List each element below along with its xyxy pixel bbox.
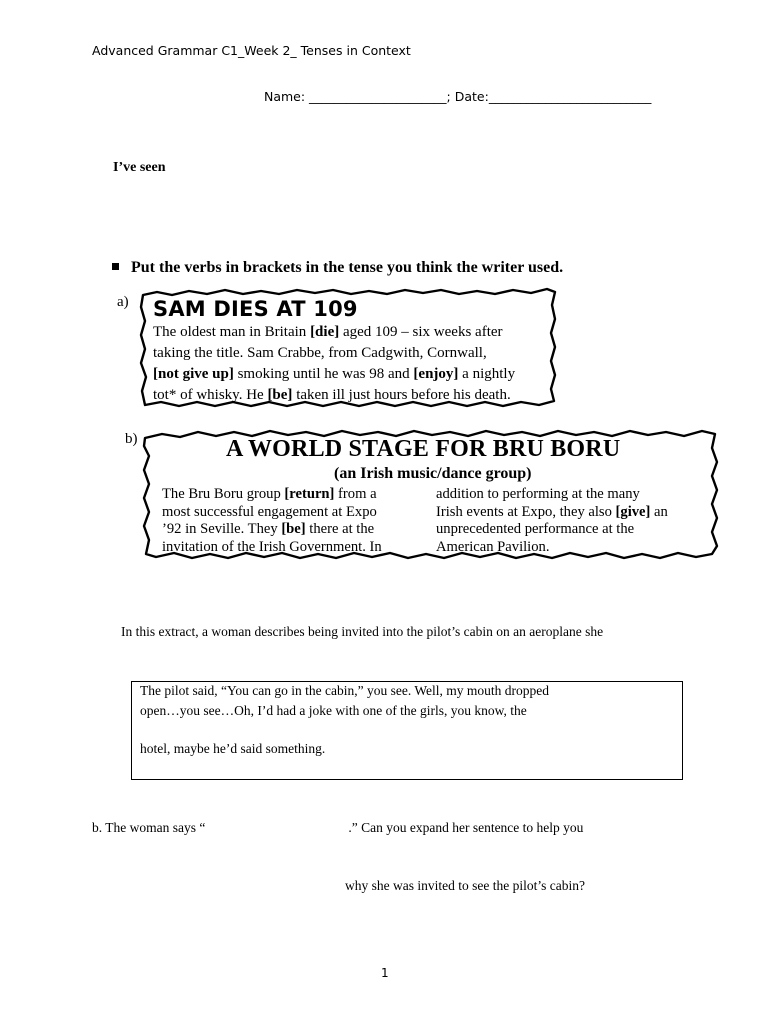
instruction-line: [112, 259, 563, 277]
clipping-b-line: The Bru Boru group [return] from a: [162, 486, 377, 502]
clipping-b-line: Irish events at Expo, they also [give] an: [436, 503, 668, 520]
clipping-b-column-1: [162, 486, 415, 556]
clipping-a-label: a): [117, 294, 129, 310]
clipping-b-line: ’92 in Seville. They [be] there at the: [162, 521, 375, 537]
name-date-line: Name: ______________________; Date:__________________________: [264, 89, 652, 104]
clipping-b-label: b): [125, 431, 138, 447]
clipping-a-line: The oldest man in Britain [die] aged 109 – six weeks after: [153, 324, 503, 340]
extract-intro: In this extract, a woman describes being invited into the pilot’s cabin on an aeroplane she: [121, 624, 604, 639]
question-b: b. The woman says “ .” Can you expand her sentence to help you: [92, 820, 584, 835]
clipping-a-line: [not give up] smoking until he was 98 and [enjoy] a nightly: [153, 366, 516, 382]
quote-line: hotel, maybe he’d said something.: [140, 741, 326, 756]
page-number: 1: [381, 966, 389, 980]
section-heading: I’ve seen: [113, 160, 166, 175]
clipping-b-subheadline: (an Irish music/dance group): [334, 465, 532, 482]
clipping-a-headline: SAM DIES AT 109: [153, 297, 358, 321]
instruction-text: Put the verbs in brackets in the tense you think the writer used.: [131, 259, 564, 276]
quote-line: open…you see…Oh, I’d had a joke with one of the girls, you know, the: [140, 703, 527, 718]
document-header: Advanced Grammar C1_Week 2_ Tenses in Context: [92, 43, 411, 58]
quote-line: The pilot said, “You can go in the cabin,” you see. Well, my mouth dropped: [140, 683, 549, 698]
clipping-b-column-2: [436, 486, 668, 556]
clipping-b-headline: A WORLD STAGE FOR BRU BORU: [226, 436, 621, 462]
clipping-b-line: most successful engagement at Expo: [162, 503, 377, 520]
clipping-b-line: unprecedented performance at the: [436, 521, 635, 537]
clipping-a: [137, 285, 560, 412]
clipping-b-line: invitation of the Irish Government. In: [162, 538, 382, 555]
clipping-b-line: American Pavilion.: [436, 538, 550, 555]
clipping-a-line: taking the title. Sam Crabbe, from Cadgwith, Cornwall,: [153, 345, 487, 361]
clipping-a-line: tot* of whisky. He [be] taken ill just hours before his death.: [153, 387, 511, 403]
question-b-continued: why she was invited to see the pilot’s cabin?: [345, 878, 585, 893]
clipping-b-line: addition to performing at the many: [436, 486, 640, 502]
clipping-a-body: [153, 322, 515, 406]
bullet-square-icon: [112, 263, 119, 270]
